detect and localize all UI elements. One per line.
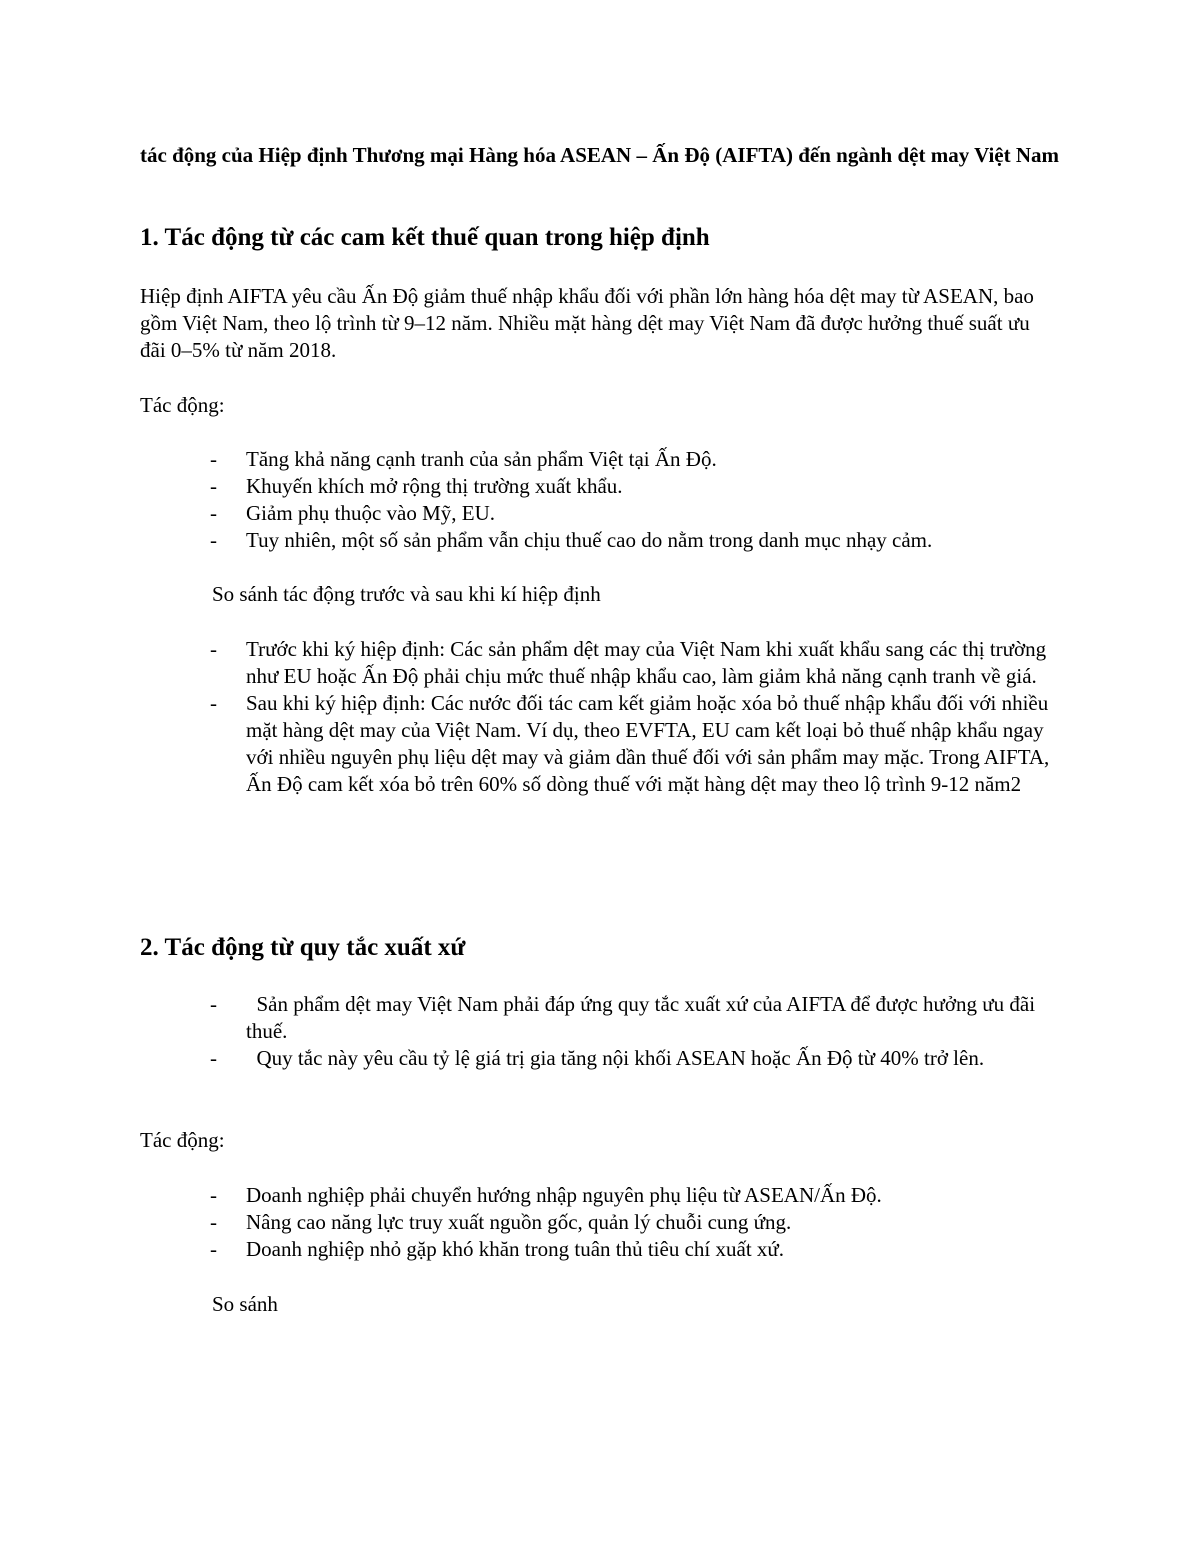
section-2-compare-label: So sánh — [212, 1292, 278, 1316]
section-1-intro: Hiệp định AIFTA yêu cầu Ấn Độ giảm thuế nhập khẩu đối với phần lớn hàng hóa dệt may từ ASEAN, bao gồm Việt Nam, theo lộ trình từ 9–12 năm. Nhiều mặt hàng dệt may Việt Nam đã được hưởng thuế suất ưu đãi 0–5% từ năm 2018. — [140, 284, 1034, 362]
dash-bullet: - — [210, 1237, 217, 1261]
dash-bullet: - — [210, 1046, 217, 1070]
section-1-impact-label: Tác động: — [140, 393, 225, 417]
list-item: - Sản phẩm dệt may Việt Nam phải đáp ứng quy tắc xuất xứ của AIFTA để được hưởng ưu đãi thuế. — [210, 992, 1041, 1043]
dash-bullet: - — [210, 528, 217, 552]
list-item: - Quy tắc này yêu cầu tỷ lệ giá trị gia tăng nội khối ASEAN hoặc Ấn Độ từ 40% trở lên. — [210, 1046, 985, 1070]
section-2-impact-label: Tác động: — [140, 1128, 225, 1152]
dash-bullet: - — [210, 474, 217, 498]
list-item: - Tăng khả năng cạnh tranh của sản phẩm Việt tại Ấn Độ. — [210, 447, 717, 471]
dash-bullet: - — [210, 501, 217, 525]
document-title: tác động của Hiệp định Thương mại Hàng hóa ASEAN – Ấn Độ (AIFTA) đến ngành dệt may Việt Nam — [140, 143, 1060, 167]
dash-bullet: - — [210, 992, 217, 1016]
section-2-impact-list — [210, 1182, 1070, 1263]
section-1-heading: 1. Tác động từ các cam kết thuế quan trong hiệp định — [140, 224, 710, 251]
list-item: - Doanh nghiệp nhỏ gặp khó khăn trong tuân thủ tiêu chí xuất xứ. — [210, 1237, 785, 1261]
section-1-compare-label: So sánh tác động trước và sau khi kí hiệp định — [212, 582, 601, 606]
list-item: - Nâng cao năng lực truy xuất nguồn gốc, quản lý chuỗi cung ứng. — [210, 1210, 792, 1234]
dash-bullet: - — [210, 447, 217, 471]
list-item: - Khuyến khích mở rộng thị trường xuất khẩu. — [210, 474, 623, 498]
dash-bullet: - — [210, 1183, 217, 1207]
section-1-impact-list — [210, 446, 1070, 554]
dash-bullet: - — [210, 637, 217, 661]
dash-bullet: - — [210, 1210, 217, 1234]
list-item: - Doanh nghiệp phải chuyển hướng nhập nguyên phụ liệu từ ASEAN/Ấn Độ. — [210, 1183, 882, 1207]
section-2-rules-list — [210, 991, 1040, 1072]
list-item: - Sau khi ký hiệp định: Các nước đối tác cam kết giảm hoặc xóa bỏ thuế nhập khẩu đối với nhiều mặt hàng dệt may của Việt Nam. Ví dụ, theo EVFTA, EU cam kết loại bỏ thuế nhập khẩu ngay với nhiều nguyên phụ liệu dệt may và giảm dần thuế đối với sản phẩm may mặc. Trong AIFTA, Ấn Độ cam kết xóa bỏ trên 60% số dòng thuế với mặt hàng dệt may theo lộ trình 9-12 năm2 — [210, 691, 1050, 796]
section-2-heading: 2. Tác động từ quy tắc xuất xứ — [140, 934, 466, 961]
list-item: - Trước khi ký hiệp định: Các sản phẩm dệt may của Việt Nam khi xuất khẩu sang các thị trường như EU hoặc Ấn Độ phải chịu mức thuế nhập khẩu cao, làm giảm khả năng cạnh tranh về giá. — [210, 637, 1047, 688]
dash-bullet: - — [210, 691, 217, 715]
list-item: - Giảm phụ thuộc vào Mỹ, EU. — [210, 501, 496, 525]
list-item: - Tuy nhiên, một số sản phẩm vẫn chịu thuế cao do nằm trong danh mục nhạy cảm. — [210, 528, 933, 552]
section-1-compare-list — [210, 636, 1070, 798]
